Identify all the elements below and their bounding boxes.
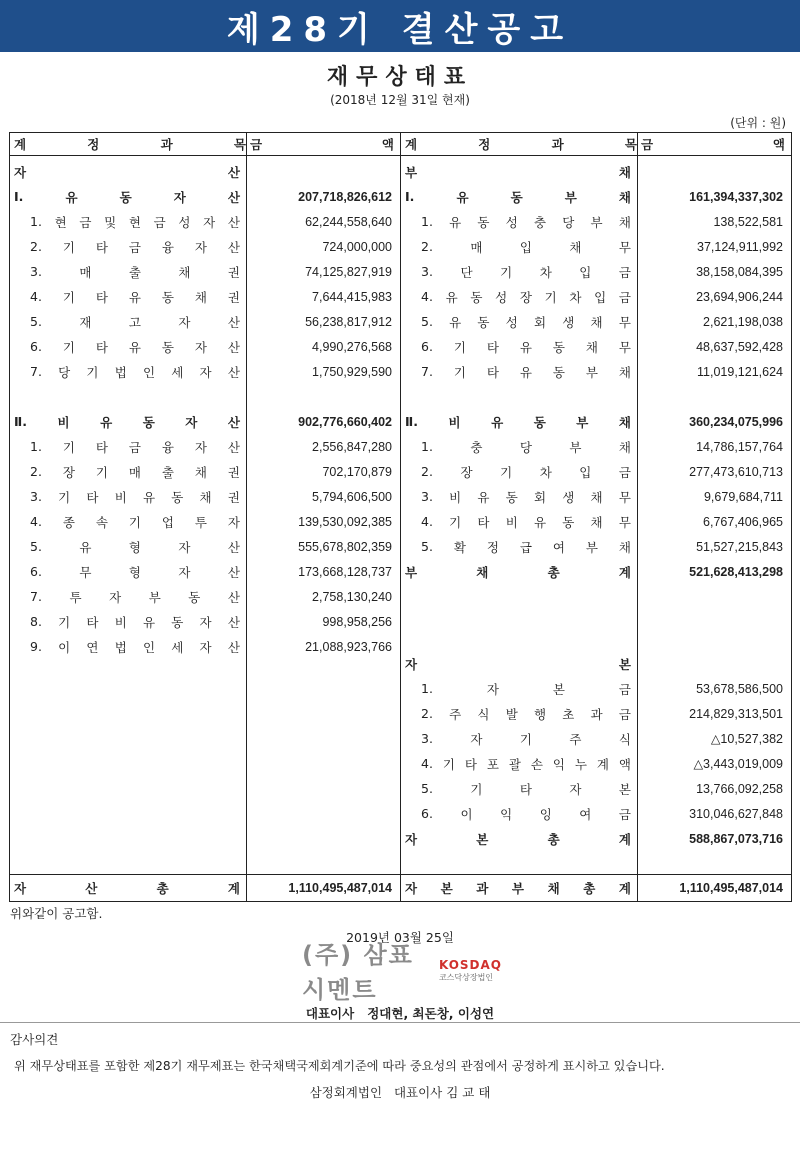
account-label: 2. 매 입 채 무	[421, 239, 631, 255]
account-label: 8. 기 타 비 유 동 자 산	[30, 614, 240, 630]
account-label: 자 본 총 계	[405, 831, 631, 847]
account-label: 2. 기 타 금 융 자 산	[30, 239, 240, 255]
account-label: 4. 기 타 유 동 채 권	[30, 289, 240, 305]
account-label: 4. 유 동 성 장 기 차 입 금	[421, 289, 631, 305]
amount-cell: 4,990,276,568	[312, 339, 392, 354]
account-label: Ⅰ. 유 동 부 채	[405, 189, 631, 205]
account-label: 1. 자 본 금	[421, 681, 631, 697]
table-row	[401, 751, 791, 776]
amount-cell: 360,234,075,996	[689, 414, 783, 429]
amount-cell: 9,679,684,711	[703, 489, 783, 504]
table-row	[10, 359, 400, 384]
account-label: 7. 기 타 유 동 부 채	[421, 364, 631, 380]
amount-cell: 6,767,406,965	[703, 514, 783, 529]
statement-title: 재무상태표	[326, 65, 474, 90]
account-label: 3. 기 타 비 유 동 채 권	[30, 489, 240, 505]
amount-cell: 53,678,586,500	[696, 681, 783, 696]
amount-cell: 23,694,906,244	[696, 289, 783, 304]
amount-cell: 310,046,627,848	[689, 806, 783, 821]
amount-cell: 37,124,911,992	[697, 239, 783, 254]
table-row	[10, 309, 400, 334]
account-label: 9. 이 연 법 인 세 자 산	[30, 639, 240, 655]
grand-total-row	[401, 874, 791, 900]
amount-cell: 11,019,121,624	[697, 364, 783, 379]
account-label: 7. 당 기 법 인 세 자 산	[30, 364, 240, 380]
table-row	[10, 334, 400, 359]
amount-cell: 724,000,000	[322, 239, 392, 254]
amount-cell: 48,637,592,428	[696, 339, 783, 354]
account-label: 1. 유 동 성 충 당 부 채	[421, 214, 631, 230]
amount-cell: 521,628,413,298	[689, 564, 783, 579]
amount-cell: 5,794,606,500	[312, 489, 392, 504]
auditor-name: 삼정회계법인 대표이사 김 교 태	[309, 1085, 491, 1100]
account-label: 계 정 과 목	[405, 137, 637, 152]
total-row	[10, 874, 400, 900]
kosdaq-badge	[439, 958, 502, 983]
account-label: 3. 자 기 주 식	[421, 731, 631, 747]
table-row	[10, 609, 400, 634]
table-row	[401, 334, 791, 359]
announcement-date: 2019년 03월 25일	[346, 930, 454, 945]
amount-cell: 1,750,929,590	[312, 364, 392, 379]
account-label: 6. 기 타 유 동 채 무	[421, 339, 631, 355]
amount-cell: 555,678,802,359	[298, 539, 392, 554]
amount-cell: 21,088,923,766	[305, 639, 392, 654]
table-row	[401, 434, 791, 459]
amount-cell: 702,170,879	[322, 464, 392, 479]
assets-table	[9, 132, 401, 902]
audit-divider	[0, 1022, 800, 1024]
account-label: 자 본 과 부 채 총 계	[405, 880, 631, 896]
table-row	[10, 484, 400, 509]
audit-title: 감사의견	[10, 1032, 59, 1047]
amount-cell: 1,110,495,487,014	[679, 880, 783, 895]
amount-cell: 207,718,826,612	[298, 189, 392, 204]
account-label: Ⅱ. 비 유 동 부 채	[405, 414, 631, 430]
account-label: 3. 비 유 동 회 생 채 무	[421, 489, 631, 505]
account-label: 4. 기 타 비 유 동 채 무	[421, 514, 631, 530]
table-row	[10, 434, 400, 459]
unit-label: (단위 : 원)	[730, 116, 786, 130]
company-name: (주) 삼표시멘트	[302, 941, 414, 1004]
table-row	[401, 359, 791, 384]
table-row	[401, 534, 791, 559]
account-label: 3. 매 출 채 권	[30, 264, 240, 280]
account-label: 2. 장 기 매 출 채 권	[30, 464, 240, 480]
account-label: 3. 단 기 차 입 금	[421, 264, 631, 280]
table-row	[10, 234, 400, 259]
amount-cell: 13,766,092,258	[696, 781, 783, 796]
account-label: 자 본	[405, 656, 631, 672]
account-label: 5. 재 고 자 산	[30, 314, 240, 330]
table-row	[401, 209, 791, 234]
account-label: 부 채 총 계	[405, 564, 631, 580]
amount-cell: 74,125,827,919	[305, 264, 392, 279]
liabilities-equity-table	[400, 132, 792, 902]
audit-opinion: 위 재무상태표를 포함한 제28기 재무제표는 한국채택국제회계기준에 따라 중요성의 관점에서 공정하게 표시하고 있습니다.	[14, 1059, 665, 1073]
account-label: 6. 기 타 유 동 자 산	[30, 339, 240, 355]
table-row	[401, 726, 791, 751]
section-row	[401, 159, 791, 184]
section-row	[401, 651, 791, 676]
table-row	[10, 209, 400, 234]
table-row	[10, 634, 400, 659]
amount-cell: 998,958,256	[322, 614, 392, 629]
account-label: 자 산	[14, 164, 240, 180]
account-label: 1. 충 당 부 채	[421, 439, 631, 455]
account-label: 금 액	[250, 137, 394, 152]
subtotal-row	[401, 409, 791, 434]
table-row	[401, 484, 791, 509]
table-row	[401, 284, 791, 309]
account-label: 6. 이 익 잉 여 금	[421, 806, 631, 822]
table-row	[10, 259, 400, 284]
table-row	[401, 509, 791, 534]
table-row	[401, 309, 791, 334]
account-label: Ⅰ. 유 동 자 산	[14, 189, 240, 205]
amount-cell: 277,473,610,713	[689, 464, 783, 479]
account-label: 5. 유 동 성 회 생 채 무	[421, 314, 631, 330]
table-row	[401, 259, 791, 284]
account-label: Ⅱ. 비 유 동 자 산	[14, 414, 240, 430]
amount-cell: 14,786,157,764	[696, 439, 783, 454]
account-label: 1. 현 금 및 현 금 성 자 산	[30, 214, 240, 230]
amount-cell: 51,527,215,843	[696, 539, 783, 554]
amount-cell: 56,238,817,912	[305, 314, 392, 329]
company-logo	[302, 941, 502, 1004]
amount-cell: 62,244,558,640	[305, 214, 392, 229]
amount-cell: 2,758,130,240	[312, 589, 392, 604]
table-row	[10, 509, 400, 534]
table-header	[10, 133, 400, 156]
account-label: 7. 투 자 부 동 산	[30, 589, 240, 605]
table-row	[10, 559, 400, 584]
notice-text: 위와같이 공고함.	[10, 906, 103, 921]
amount-cell: 2,621,198,038	[703, 314, 783, 329]
table-row	[10, 534, 400, 559]
ceo-names: 대표이사 정대현, 최돈창, 이성연	[305, 1006, 495, 1021]
account-label: 금 액	[641, 137, 785, 152]
kosdaq-sublabel: 코스닥상장법인	[438, 972, 494, 982]
subtotal-row	[10, 409, 400, 434]
table-header	[401, 133, 791, 156]
amount-cell: 2,556,847,280	[312, 439, 392, 454]
account-label: 부 채	[405, 164, 631, 180]
amount-cell: 7,644,415,983	[312, 289, 392, 304]
statement-date: (2018년 12월 31일 현재)	[330, 93, 470, 107]
table-row	[401, 801, 791, 826]
account-label: 4. 기 타 포 괄 손 익 누 계 액	[421, 756, 631, 772]
amount-cell: 1,110,495,487,014	[288, 880, 392, 895]
account-label: 4. 종 속 기 업 투 자	[30, 514, 240, 530]
account-label: 2. 주 식 발 행 초 과 금	[421, 706, 631, 722]
account-label: 5. 유 형 자 산	[30, 539, 240, 555]
table-row	[10, 584, 400, 609]
amount-cell: 139,530,092,385	[298, 514, 392, 529]
amount-cell: 173,668,128,737	[298, 564, 392, 579]
account-label: 자 산 총 계	[14, 880, 240, 896]
amount-cell: △10,527,382	[710, 732, 783, 746]
account-label: 계 정 과 목	[14, 137, 246, 152]
account-label: 1. 기 타 금 융 자 산	[30, 439, 240, 455]
account-label: 5. 기 타 자 본	[421, 781, 631, 797]
amount-cell: 138,522,581	[713, 214, 783, 229]
amount-cell: 38,158,084,395	[696, 264, 783, 279]
table-row	[10, 459, 400, 484]
amount-cell: 588,867,073,716	[689, 831, 783, 846]
subtotal-row	[401, 184, 791, 209]
section-row	[10, 159, 400, 184]
kosdaq-label: KOSDAQ	[438, 957, 502, 972]
amount-cell: △3,443,019,009	[693, 757, 783, 771]
table-row	[401, 676, 791, 701]
table-row	[401, 234, 791, 259]
total-row	[401, 559, 791, 584]
subtotal-row	[10, 184, 400, 209]
amount-cell: 214,829,313,501	[689, 706, 783, 721]
table-row	[401, 459, 791, 484]
account-label: 2. 장 기 차 입 금	[421, 464, 631, 480]
table-row	[401, 701, 791, 726]
table-row	[10, 284, 400, 309]
amount-cell: 161,394,337,302	[689, 189, 783, 204]
announcement-banner: 제28기 결산공고	[0, 0, 800, 52]
total-row	[401, 826, 791, 851]
amount-cell: 902,776,660,402	[298, 414, 392, 429]
table-row	[401, 776, 791, 801]
account-label: 5. 확 정 급 여 부 채	[421, 539, 631, 555]
account-label: 6. 무 형 자 산	[30, 564, 240, 580]
